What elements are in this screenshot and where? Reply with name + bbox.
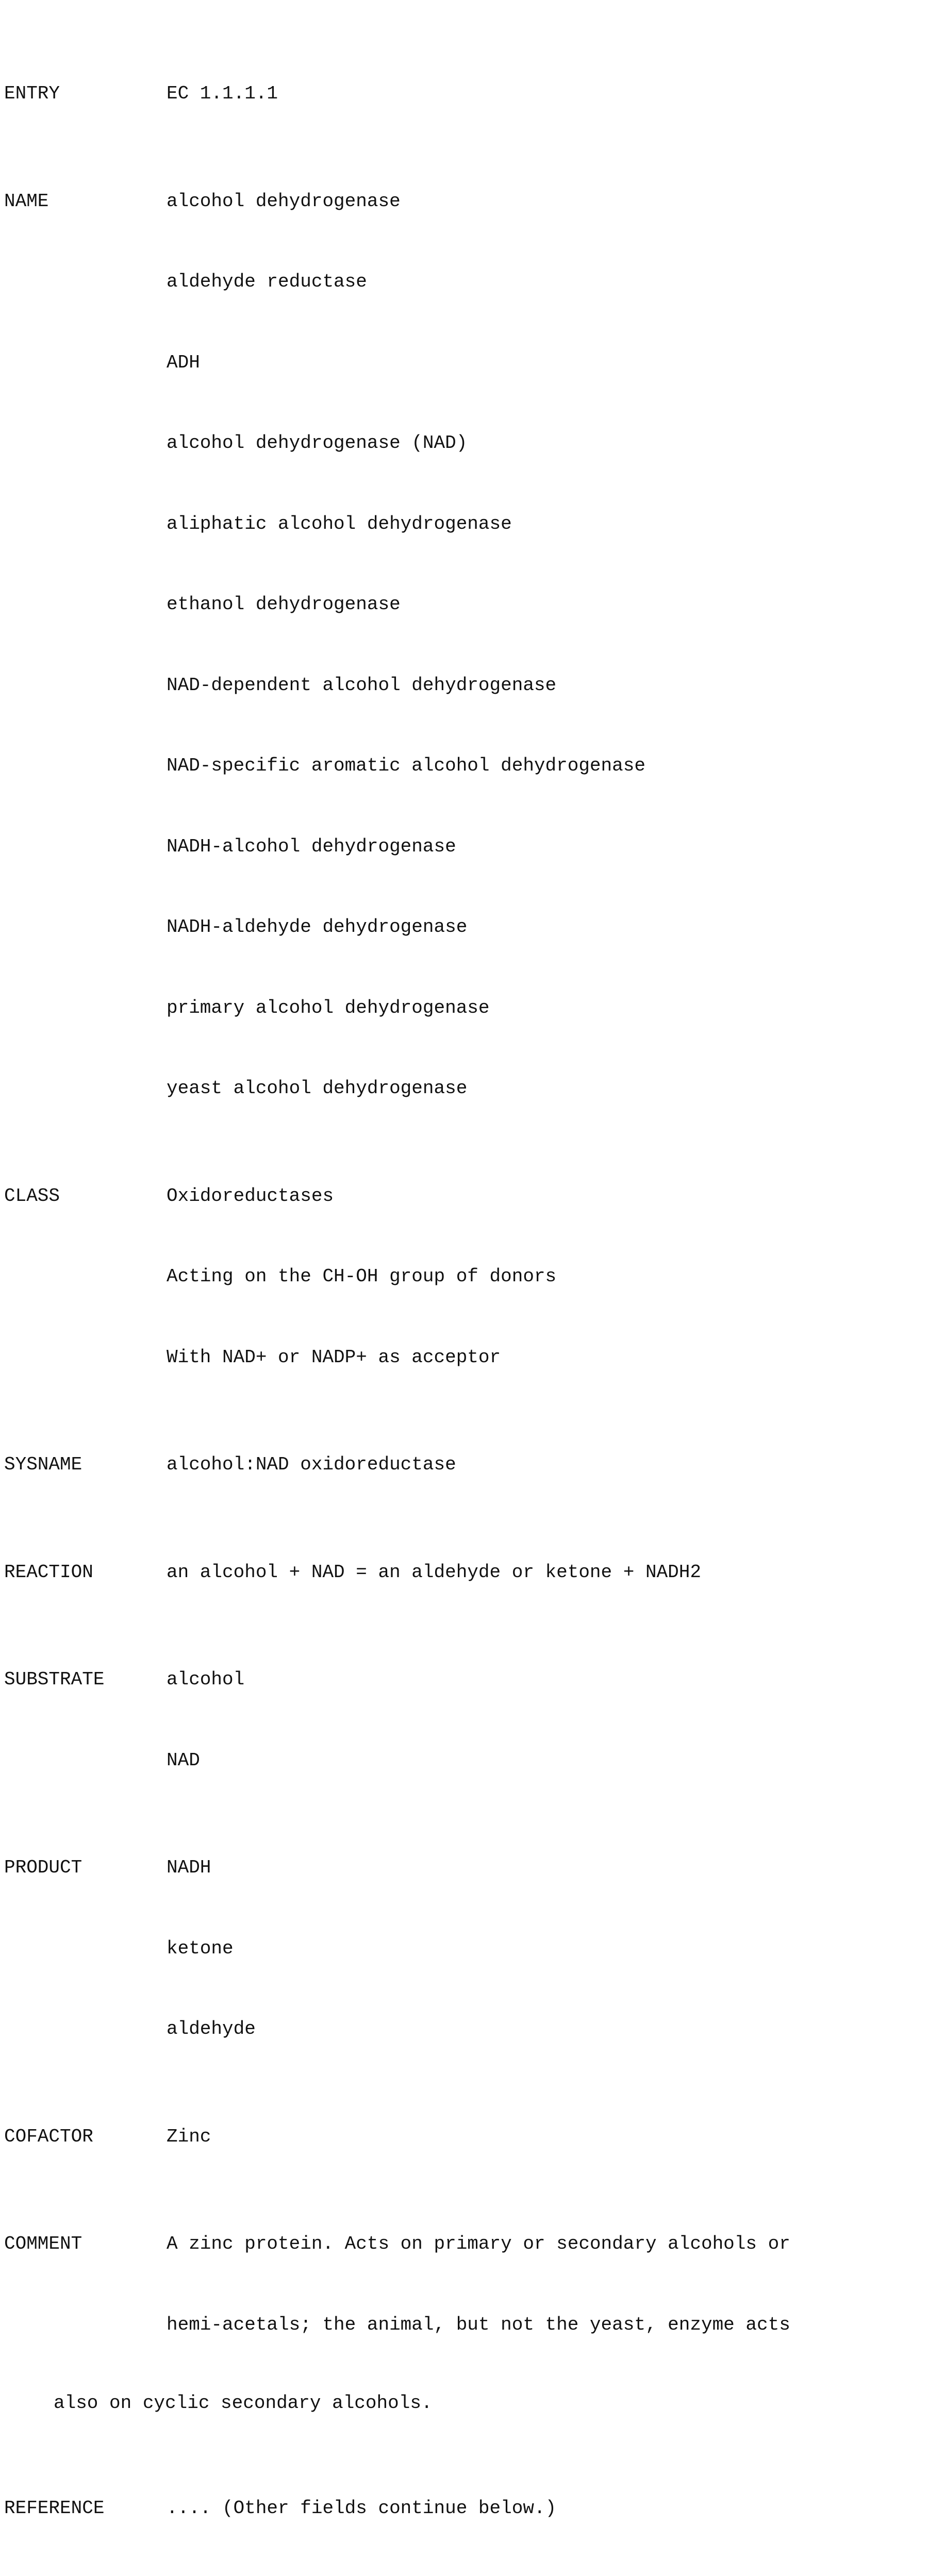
entry-value: EC 1.1.1.1 — [167, 83, 278, 105]
substrate-row — [4, 1666, 925, 1694]
class-row — [4, 1263, 925, 1291]
product-label: PRODUCT — [4, 1857, 82, 1879]
name-row — [4, 511, 925, 538]
name-row — [4, 1075, 925, 1102]
name-row — [4, 591, 925, 618]
name-value: ethanol dehydrogenase — [167, 594, 401, 615]
comment-row — [4, 2231, 925, 2258]
sysname-value: alcohol:NAD oxidoreductase — [167, 1454, 456, 1476]
name-value: ADH — [167, 352, 200, 373]
name-row — [4, 833, 925, 861]
substrate-value: NAD — [167, 1749, 200, 1771]
name-row — [4, 914, 925, 941]
reaction-row — [4, 1559, 925, 1586]
product-value: NADH — [167, 1857, 211, 1879]
comment-label: COMMENT — [4, 2233, 82, 2255]
comment-continuation: also on cyclic secondary alcohols. — [54, 2393, 433, 2414]
sysname-row — [4, 1451, 925, 1479]
class-row — [4, 1344, 925, 1371]
class-value: Oxidoreductases — [167, 1185, 334, 1207]
name-label: NAME — [4, 190, 49, 212]
comment-row — [4, 2312, 925, 2339]
substrate-value: alcohol — [167, 1669, 245, 1691]
cofactor-label: COFACTOR — [4, 2126, 93, 2147]
product-row — [4, 2016, 925, 2043]
name-row — [4, 672, 925, 699]
name-row — [4, 995, 925, 1022]
product-row — [4, 1935, 925, 1963]
class-value: With NAD+ or NADP+ as acceptor — [167, 1346, 501, 1368]
name-row — [4, 188, 925, 215]
reaction-value: an alcohol + NAD = an aldehyde or ketone + NADH2 — [167, 1561, 701, 1583]
class-value: Acting on the CH-OH group of donors — [167, 1266, 557, 1287]
product-row — [4, 1854, 925, 1882]
entry-label: ENTRY — [4, 83, 60, 105]
name-value: yeast alcohol dehydrogenase — [167, 1078, 468, 1099]
name-value: NAD-dependent alcohol dehydrogenase — [167, 674, 557, 696]
cofactor-row — [4, 2123, 925, 2151]
name-value: alcohol dehydrogenase — [167, 190, 401, 212]
name-value: alcohol dehydrogenase (NAD) — [167, 432, 468, 454]
reference-value: .... (Other fields continue below.) — [167, 2498, 557, 2519]
name-value: NAD-specific aromatic alcohol dehydrogenase — [167, 755, 645, 777]
name-value: NADH-aldehyde dehydrogenase — [167, 916, 468, 938]
name-value: primary alcohol dehydrogenase — [167, 997, 490, 1018]
class-row — [4, 1183, 925, 1210]
name-row — [4, 430, 925, 457]
comment-value: hemi-acetals; the animal, but not the yeast, enzyme acts — [167, 2314, 790, 2335]
product-value: ketone — [167, 1937, 234, 1959]
substrate-row — [4, 1747, 925, 1775]
reaction-label: REACTION — [4, 1561, 93, 1583]
substrate-label: SUBSTRATE — [4, 1669, 105, 1691]
name-value: aliphatic alcohol dehydrogenase — [167, 513, 512, 534]
entry-row — [4, 80, 925, 108]
comment-value: A zinc protein. Acts on primary or secondary alcohols or — [167, 2233, 790, 2255]
name-value: aldehyde reductase — [167, 271, 367, 293]
name-row — [4, 752, 925, 780]
name-row — [4, 349, 925, 377]
class-label: CLASS — [4, 1185, 60, 1207]
cofactor-value: Zinc — [167, 2126, 211, 2147]
name-value: NADH-alcohol dehydrogenase — [167, 835, 456, 857]
reference-label: REFERENCE — [4, 2498, 105, 2519]
name-row — [4, 269, 925, 296]
enzyme-entry-document — [4, 0, 925, 2519]
sysname-label: SYSNAME — [4, 1454, 82, 1476]
reference-row — [4, 2495, 925, 2522]
product-value: aldehyde — [167, 2018, 256, 2040]
